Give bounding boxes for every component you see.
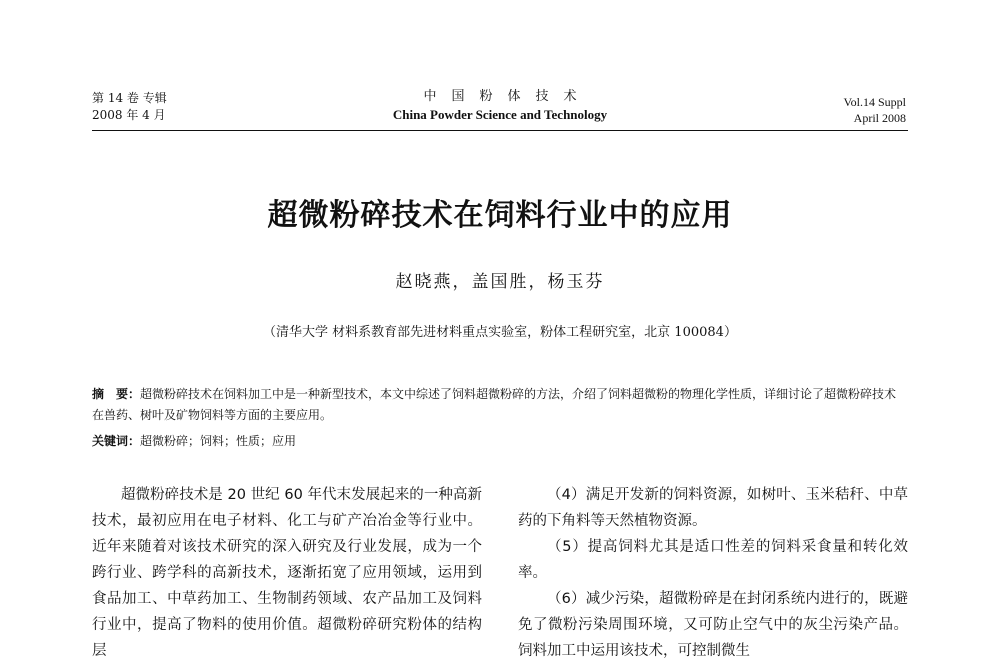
abstract-text: 超微粉碎技术在饲料加工中是一种新型技术，本文中综述了饲料超微粉碎的方法，介绍了饲料超微粉的物理化学性质，详细讨论了超微粉碎技术在兽药、树叶及矿物饲料等方面的主要应用。: [92, 387, 897, 422]
body-column-left: [92, 482, 482, 664]
body-paragraph: 超微粉碎技术是 20 世纪 60 年代末发展起来的一种高新技术，最初应用在电子材料、化工与矿产冶冶金等行业中。近年来随着对该技术研究的深入研究及行业发展，成为一个跨行业、跨学科的高新技术，逐渐拓宽了应用领域，运用到食品加工、中草药加工、生物制药领域、农产品加工及饲料行业中，提高了物料的使用价值。超微粉碎研究粉体的结构层: [92, 487, 482, 659]
running-header-center: [350, 88, 650, 124]
article-title: 超微粉碎技术在饲料行业中的应用: [267, 198, 733, 233]
abstract-label: 摘 要：: [92, 387, 141, 401]
volume-label-en: Vol.14 Suppl: [843, 95, 906, 109]
header-rule: [92, 130, 908, 131]
body-paragraph: （5）提高饲料尤其是适口性差的饲料采食量和转化效率。: [518, 539, 908, 581]
body-column-right: [518, 482, 908, 664]
body-paragraph: （6）减少污染，超微粉碎是在封闭系统内进行的，既避免了微粉污染周围环境，又可防止空气中的灰尘污染产品。饲料加工中运用该技术，可控制微生: [518, 591, 908, 659]
running-header-left: [92, 90, 167, 124]
author-affiliation: （清华大学 材料系教育部先进材料重点实验室，粉体工程研究室，北京 100084）: [263, 325, 737, 340]
issue-date-en: April 2008: [853, 111, 906, 125]
journal-name-en: China Powder Science and Technology: [392, 107, 608, 122]
abstract: [92, 384, 908, 426]
body-paragraph: （4）满足开发新的饲料资源，如树叶、玉米秸秆、中草药的下角料等天然植物资源。: [518, 487, 908, 529]
keywords: [92, 431, 908, 451]
author-list: 赵晓燕，盖国胜，杨玉芬: [395, 272, 605, 292]
keywords-text: 超微粉碎；饲料；性质；应用: [140, 434, 297, 448]
keywords-label: 关键词：: [92, 434, 141, 448]
volume-label: 第 14 卷 专辑: [92, 91, 167, 105]
issue-date: 2008 年 4 月: [92, 108, 166, 122]
running-header-right: [844, 94, 906, 126]
journal-name-cn: 中国粉体技术: [423, 89, 592, 104]
